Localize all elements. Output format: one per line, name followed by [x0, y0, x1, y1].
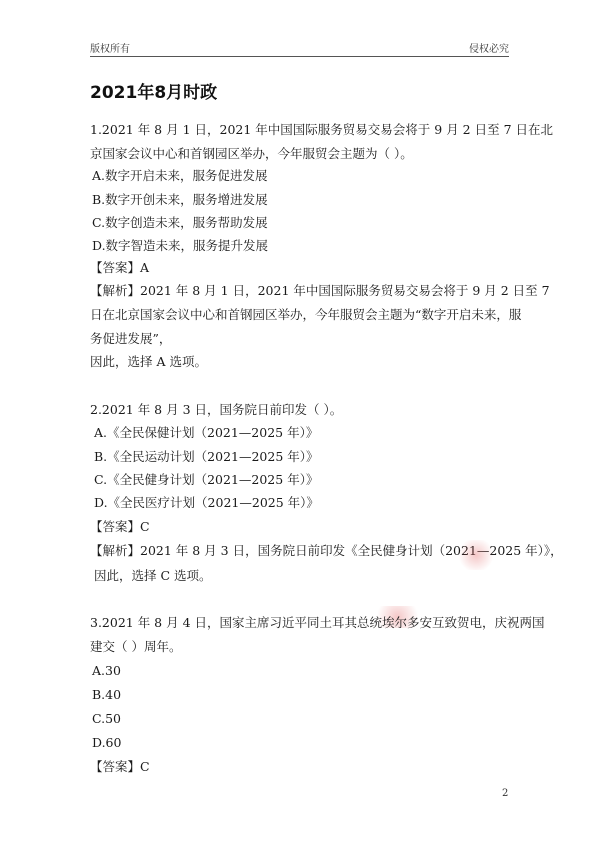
q1-conclusion: 因此，选择 A 选项。	[90, 354, 207, 369]
page-header	[90, 40, 509, 57]
q1-answer: 【答案】A	[90, 260, 150, 275]
q2-option-a: A.《全民保健计划（2021—2025 年）》	[94, 425, 319, 440]
q2-conclusion: 因此，选择 C 选项。	[94, 568, 212, 583]
q3-option-b: B.40	[92, 687, 122, 702]
q2-analysis: 【解析】2021 年 8 月 3 日，国务院日前印发《全民健身计划（2021—2025 年）》，	[90, 543, 563, 558]
zhihu-watermark: 知乎 @简一	[495, 820, 587, 839]
q2-option-d: D.《全民医疗计划（2021—2025 年）》	[94, 495, 319, 510]
q3-option-d: D.60	[92, 735, 122, 750]
q2-stem: 2.2021 年 8 月 3 日，国务院日前印发（ ）。	[90, 402, 343, 417]
q2-answer: 【答案】C	[90, 519, 150, 534]
header-infringement-notice: 侵权必究	[469, 44, 509, 55]
q1-analysis-line3: 务促进发展”，	[90, 331, 172, 346]
q3-stem-line1: 3.2021 年 8 月 4 日，国家主席习近平同土耳其总统埃尔多安互致贺电，庆祝两国	[90, 615, 545, 630]
header-copyright: 版权所有	[90, 44, 130, 55]
q3-answer: 【答案】C	[90, 759, 150, 774]
page-number: 2	[502, 788, 509, 799]
q3-stem-line2: 建交（ ）周年。	[90, 639, 182, 654]
document-title: 2021年8月时政	[90, 83, 218, 103]
q2-option-c: C.《全民健身计划（2021—2025 年）》	[94, 472, 319, 487]
q1-analysis-line2: 日在北京国家会议中心和首钢园区举办，今年服贸会主题为“数字开启未来，服	[90, 307, 522, 322]
q1-option-b: B.数字开创未来，服务增进发展	[92, 192, 268, 207]
q3-option-c: C.50	[92, 711, 121, 726]
q3-option-a: A.30	[92, 663, 121, 678]
q1-option-d: D.数字智造未来，服务提升发展	[92, 238, 269, 253]
red-stamp-mark	[456, 540, 496, 570]
q2-option-b: B.《全民运动计划（2021—2025 年）》	[94, 449, 319, 464]
q1-option-c: C.数字创造未来，服务帮助发展	[92, 215, 268, 230]
q1-stem-line2: 京国家会议中心和首钢园区举办，今年服贸会主题为（ ）。	[90, 146, 413, 161]
q1-analysis-line1: 【解析】2021 年 8 月 1 日，2021 年中国国际服务贸易交易会将于 9 月 2 日至 7	[90, 283, 550, 298]
q1-option-a: A.数字开启未来，服务促进发展	[92, 168, 268, 183]
q1-stem-line1: 1.2021 年 8 月 1 日，2021 年中国国际服务贸易交易会将于 9 月 2 日至 7 日在北	[90, 122, 553, 137]
